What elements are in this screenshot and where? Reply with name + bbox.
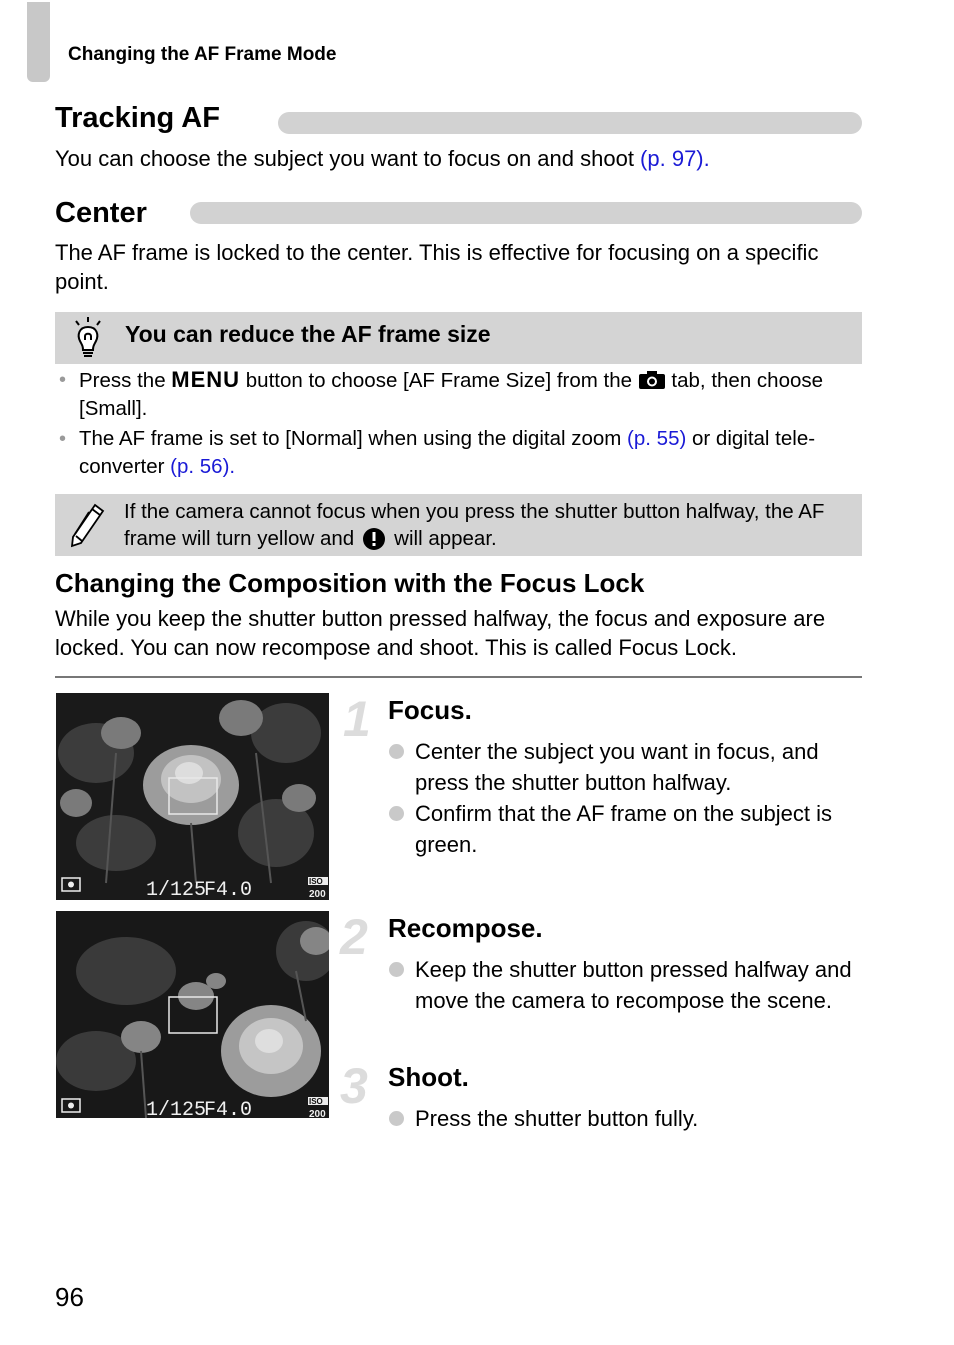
lcd-screenshot-recompose xyxy=(56,911,329,1118)
lightbulb-icon xyxy=(71,316,105,360)
list-item: Center the subject you want in focus, and press the shutter button halfway. xyxy=(388,736,864,798)
list-item: Confirm that the AF frame on the subject is green. xyxy=(388,798,864,860)
bullet-circle-icon xyxy=(389,806,404,821)
center-description: The AF frame is locked to the center. This is effective for focusing on a specific point. xyxy=(55,240,819,294)
page-link[interactable]: (p. 55) xyxy=(627,427,687,450)
list-item: Press the shutter button fully. xyxy=(388,1103,864,1134)
page-link[interactable]: (p. 56) xyxy=(170,455,230,478)
step-number: 3 xyxy=(340,1058,368,1114)
bullet-circle-icon xyxy=(389,962,404,977)
section-rule xyxy=(190,202,862,224)
iso-label: ISO xyxy=(309,1097,323,1106)
divider xyxy=(55,676,862,678)
iso-value: 200 xyxy=(309,889,326,900)
section-title-focus-lock: Changing the Composition with the Focus Lock xyxy=(55,568,645,598)
tracking-af-description: You can choose the subject you want to focus on and shoot (p. 97). xyxy=(55,146,710,171)
step-title: Focus. xyxy=(388,695,472,725)
tip-header xyxy=(55,312,862,364)
step-title: Shoot. xyxy=(388,1062,469,1092)
note-text: If the camera cannot focus when you press the shutter button halfway, the AF frame will turn yellow and will appear. xyxy=(124,500,825,550)
bullet-icon: • xyxy=(59,428,67,450)
section-rule xyxy=(278,112,862,134)
section-title-center: Center xyxy=(55,197,147,229)
list-item: • The AF frame is set to [Normal] when using the digital zoom (p. 55) or digital tele-converter (p. 56). xyxy=(59,427,816,478)
iso-label: ISO xyxy=(309,877,323,886)
menu-button-icon: MENU xyxy=(171,367,241,392)
iso-value: 200 xyxy=(309,1109,326,1118)
bullet-circle-icon xyxy=(389,1111,404,1126)
warning-icon xyxy=(362,527,386,551)
step-instructions xyxy=(388,954,864,1016)
step-instructions xyxy=(388,736,864,860)
pencil-icon xyxy=(69,502,105,548)
step-number: 1 xyxy=(343,691,371,747)
page-number: 96 xyxy=(55,1282,84,1312)
camera-tab-icon xyxy=(638,370,666,390)
running-header: Changing the AF Frame Mode xyxy=(68,44,337,65)
tip-bullet-list xyxy=(58,366,858,483)
shutter-speed-label: 1/125 xyxy=(146,879,207,900)
shutter-speed-label: 1/125 xyxy=(146,1099,207,1118)
lcd-screenshot-focus xyxy=(56,693,329,900)
section-title-tracking-af: Tracking AF xyxy=(55,102,220,134)
step-title: Recompose. xyxy=(388,913,543,943)
tip-heading: You can reduce the AF frame size xyxy=(125,321,491,347)
list-item: • Press the MENU button to choose [AF Frame Size] from the tab, then choose [Small]. xyxy=(59,367,824,420)
bullet-icon: • xyxy=(59,369,67,391)
list-item: Keep the shutter button pressed halfway and move the camera to recompose the scene. xyxy=(388,954,864,1016)
aperture-label: F4.0 xyxy=(204,1099,253,1118)
chapter-tab-marker xyxy=(27,2,50,82)
aperture-label: F4.0 xyxy=(204,879,253,900)
step-instructions xyxy=(388,1103,864,1134)
bullet-circle-icon xyxy=(389,744,404,759)
page-link[interactable]: (p. 97) xyxy=(640,146,704,171)
step-number: 2 xyxy=(340,909,368,965)
note-box xyxy=(55,494,862,556)
focus-lock-description: While you keep the shutter button pressed halfway, the focus and exposure are locked. You can now recompose and shoot. This is called Focus Lock. xyxy=(55,606,826,660)
